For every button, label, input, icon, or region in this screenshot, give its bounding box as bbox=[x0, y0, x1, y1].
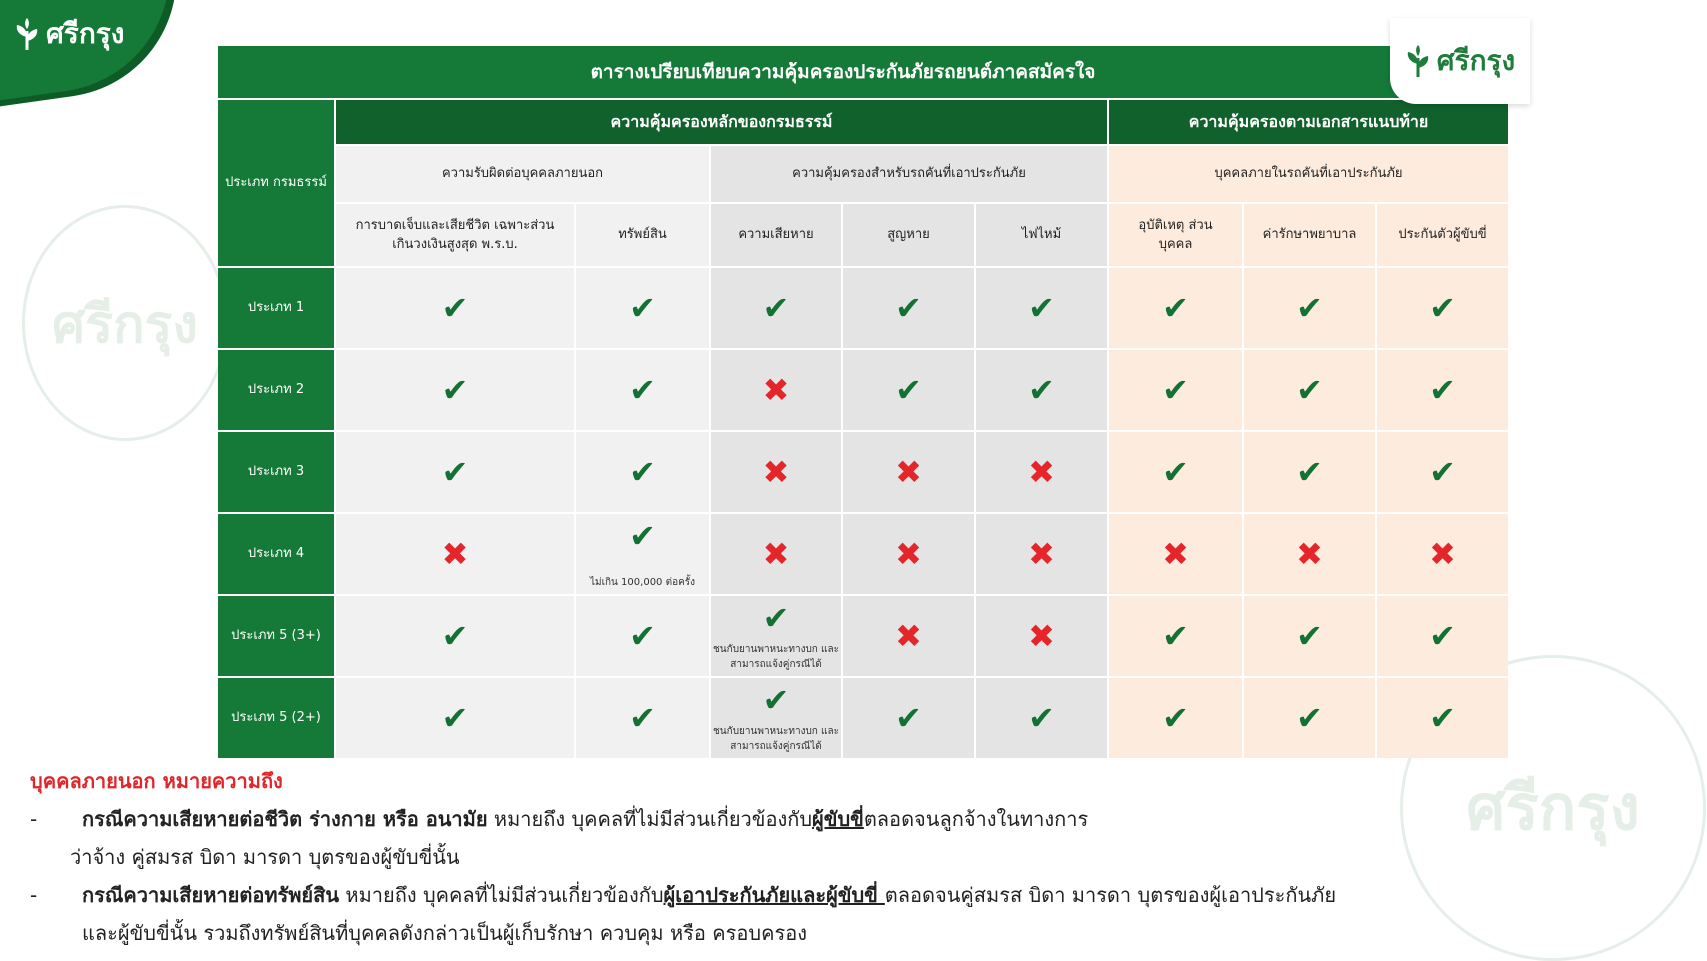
coverage-cell bbox=[336, 596, 574, 676]
check-icon: ✔ bbox=[629, 453, 656, 491]
definition-continuation: ว่าจ้าง คู่สมรส บิดา มารดา บุตรของผู้ขับขี่นั้น bbox=[70, 845, 460, 869]
check-icon: ✔ bbox=[762, 681, 790, 719]
cross-icon: ✖ bbox=[895, 535, 922, 573]
cross-icon: ✖ bbox=[895, 617, 922, 655]
definition-span: ตลอดจนคู่สมรส บิดา มารดา บุตรของผู้เอาประกันภัย bbox=[884, 883, 1337, 907]
column-header-property: ทรัพย์สิน bbox=[576, 204, 709, 266]
coverage-cell bbox=[843, 596, 974, 676]
row-type-label: ประเภท 5 (2+) bbox=[218, 678, 334, 758]
coverage-cell bbox=[1377, 268, 1508, 348]
cross-icon: ✖ bbox=[1028, 535, 1055, 573]
cross-icon: ✖ bbox=[1028, 453, 1055, 491]
coverage-cell bbox=[976, 514, 1107, 594]
row-type-label: ประเภท 3 bbox=[218, 432, 334, 512]
check-icon: ✔ bbox=[895, 699, 922, 737]
definition-underlined: ผู้ขับขี่ bbox=[812, 807, 864, 831]
endorsement-coverage-header: ความคุ้มครองตามเอกสารแนบท้าย bbox=[1109, 100, 1508, 144]
check-icon: ✔ bbox=[1162, 699, 1189, 737]
coverage-cell bbox=[711, 268, 841, 348]
check-icon: ✔ bbox=[762, 599, 790, 637]
coverage-cell bbox=[576, 514, 709, 594]
row-type-label: ประเภท 4 bbox=[218, 514, 334, 594]
check-icon: ✔ bbox=[441, 289, 469, 327]
corner-logo bbox=[14, 12, 124, 56]
brand-name: ศรีกรุง bbox=[46, 17, 125, 50]
table-title: ตารางเปรียบเทียบความคุ้มครองประกันภัยรถยนต์ภาคสมัครใจ bbox=[218, 46, 1498, 98]
check-icon: ✔ bbox=[1429, 289, 1456, 327]
coverage-cell bbox=[336, 678, 574, 758]
coverage-cell bbox=[576, 596, 709, 676]
coverage-cell bbox=[1109, 678, 1242, 758]
definition-text bbox=[82, 800, 1088, 838]
watermark-text: ศรีกรุง bbox=[52, 294, 198, 355]
check-icon: ✔ bbox=[629, 371, 656, 409]
coverage-cell bbox=[1244, 678, 1375, 758]
coverage-note: ไม่เกิน 100,000 ต่อครั้ง bbox=[589, 577, 696, 588]
check-icon: ✔ bbox=[1028, 371, 1055, 409]
coverage-cell bbox=[711, 678, 841, 758]
coverage-cell bbox=[1377, 596, 1508, 676]
check-icon: ✔ bbox=[1429, 699, 1456, 737]
coverage-cell bbox=[711, 350, 841, 430]
coverage-cell bbox=[843, 678, 974, 758]
coverage-cell bbox=[1109, 350, 1242, 430]
coverage-cell bbox=[711, 514, 841, 594]
coverage-cell bbox=[1244, 596, 1375, 676]
cross-icon: ✖ bbox=[1162, 535, 1189, 573]
logo-card bbox=[1390, 18, 1530, 104]
coverage-cell bbox=[1377, 678, 1508, 758]
brand-name: ศรีกรุง bbox=[1436, 44, 1516, 77]
coverage-note: ชนกับยานพาหนะทางบก และสามารถแจ้งคู่กรณีได้ bbox=[713, 726, 839, 752]
own-vehicle-subheader: ความคุ้มครองสำหรับรถคันที่เอาประกันภัย bbox=[711, 146, 1107, 202]
coverage-cell bbox=[1377, 432, 1508, 512]
sprout-icon bbox=[1405, 44, 1431, 78]
coverage-cell bbox=[711, 596, 841, 676]
coverage-cell bbox=[976, 350, 1107, 430]
coverage-cell bbox=[1244, 514, 1375, 594]
coverage-cell bbox=[576, 268, 709, 348]
cross-icon: ✖ bbox=[762, 371, 790, 409]
coverage-cell bbox=[1244, 350, 1375, 430]
coverage-cell bbox=[1109, 596, 1242, 676]
definition-bold: กรณีความเสียหายต่อทรัพย์สิน bbox=[82, 883, 340, 907]
coverage-cell bbox=[1109, 268, 1242, 348]
coverage-cell bbox=[976, 268, 1107, 348]
cross-icon: ✖ bbox=[762, 535, 790, 573]
column-header-bail: ประกันตัวผู้ขับขี่ bbox=[1377, 204, 1508, 266]
definitions-title: บุคคลภายนอก หมายความถึง bbox=[30, 769, 283, 793]
check-icon: ✔ bbox=[1296, 371, 1323, 409]
check-icon: ✔ bbox=[1162, 617, 1189, 655]
coverage-cell bbox=[843, 432, 974, 512]
sprout-icon bbox=[14, 17, 40, 51]
check-icon: ✔ bbox=[1296, 289, 1323, 327]
check-icon: ✔ bbox=[1028, 289, 1055, 327]
check-icon: ✔ bbox=[1028, 699, 1055, 737]
coverage-cell bbox=[1109, 514, 1242, 594]
coverage-cell bbox=[1244, 268, 1375, 348]
column-header-fire: ไฟไหม้ bbox=[976, 204, 1107, 266]
column-header-theft: สูญหาย bbox=[843, 204, 974, 266]
check-icon: ✔ bbox=[1296, 699, 1323, 737]
check-icon: ✔ bbox=[441, 699, 469, 737]
coverage-note: ชนกับยานพาหนะทางบก และสามารถแจ้งคู่กรณีได้ bbox=[713, 644, 839, 670]
coverage-cell bbox=[336, 514, 574, 594]
cross-icon: ✖ bbox=[1028, 617, 1055, 655]
policy-type-header: ประเภท กรมธรรม์ bbox=[218, 100, 334, 266]
definition-span: ตลอดจนลูกจ้างในทางการ bbox=[863, 807, 1089, 831]
bullet-dash: - bbox=[30, 883, 38, 907]
third-party-subheader: ความรับผิดต่อบุคคลภายนอก bbox=[336, 146, 709, 202]
coverage-cell bbox=[576, 350, 709, 430]
cross-icon: ✖ bbox=[895, 453, 922, 491]
coverage-cell bbox=[1377, 514, 1508, 594]
row-type-label: ประเภท 5 (3+) bbox=[218, 596, 334, 676]
check-icon: ✔ bbox=[1162, 453, 1189, 491]
column-header-damage: ความเสียหาย bbox=[711, 204, 841, 266]
coverage-cell bbox=[976, 596, 1107, 676]
check-icon: ✔ bbox=[1162, 289, 1189, 327]
check-icon: ✔ bbox=[629, 517, 656, 555]
coverage-cell bbox=[976, 432, 1107, 512]
definition-underlined: ผู้เอาประกันภัยและผู้ขับขี่ bbox=[663, 883, 885, 907]
coverage-cell bbox=[843, 268, 974, 348]
coverage-cell bbox=[843, 514, 974, 594]
definition-item-property bbox=[30, 876, 1490, 914]
coverage-cell bbox=[1244, 432, 1375, 512]
check-icon: ✔ bbox=[762, 289, 790, 327]
main-coverage-header: ความคุ้มครองหลักของกรมธรรม์ bbox=[336, 100, 1107, 144]
column-header-injury: การบาดเจ็บและเสียชีวิต เฉพาะส่วนเกินวงเงินสูงสุด พ.ร.บ. bbox=[336, 204, 574, 266]
row-type-label: ประเภท 2 bbox=[218, 350, 334, 430]
check-icon: ✔ bbox=[629, 289, 656, 327]
column-header-personal-accident: อุบัติเหตุ ส่วนบุคคล bbox=[1109, 204, 1242, 266]
check-icon: ✔ bbox=[629, 617, 656, 655]
definition-span: หมายถึง บุคคลที่ไม่มีส่วนเกี่ยวข้องกับ bbox=[487, 807, 813, 831]
coverage-cell bbox=[1109, 432, 1242, 512]
cross-icon: ✖ bbox=[1296, 535, 1323, 573]
third-party-definitions bbox=[30, 762, 1490, 952]
definition-bold: กรณีความเสียหายต่อชีวิต ร่างกาย หรือ อนามัย bbox=[82, 807, 488, 831]
coverage-cell bbox=[336, 350, 574, 430]
table-grid bbox=[218, 100, 1508, 758]
cross-icon: ✖ bbox=[1429, 535, 1456, 573]
definition-item-body bbox=[30, 800, 1490, 838]
check-icon: ✔ bbox=[441, 617, 469, 655]
check-icon: ✔ bbox=[441, 371, 469, 409]
row-type-label: ประเภท 1 bbox=[218, 268, 334, 348]
coverage-cell bbox=[976, 678, 1107, 758]
coverage-cell bbox=[576, 432, 709, 512]
coverage-cell bbox=[1377, 350, 1508, 430]
check-icon: ✔ bbox=[895, 289, 922, 327]
cross-icon: ✖ bbox=[441, 535, 469, 573]
occupants-subheader: บุคคลภายในรถคันที่เอาประกันภัย bbox=[1109, 146, 1508, 202]
coverage-cell bbox=[711, 432, 841, 512]
check-icon: ✔ bbox=[441, 453, 469, 491]
definition-span: หมายถึง บุคคลที่ไม่มีส่วนเกี่ยวข้องกับ bbox=[339, 883, 664, 907]
check-icon: ✔ bbox=[629, 699, 656, 737]
column-header-medical: ค่ารักษาพยาบาล bbox=[1244, 204, 1375, 266]
definition-continuation: และผู้ขับขี่นั้น รวมถึงทรัพย์สินที่บุคคลดังกล่าวเป็นผู้เก็บรักษา ควบคุม หรือ ครอบครอง bbox=[82, 921, 807, 945]
coverage-cell bbox=[576, 678, 709, 758]
check-icon: ✔ bbox=[1429, 617, 1456, 655]
brand-watermark-left bbox=[22, 205, 228, 441]
watermark-text: ศรีกรุง bbox=[1466, 771, 1640, 844]
coverage-cell bbox=[336, 268, 574, 348]
check-icon: ✔ bbox=[1296, 453, 1323, 491]
check-icon: ✔ bbox=[1296, 617, 1323, 655]
definition-text bbox=[82, 876, 1336, 914]
bullet-dash: - bbox=[30, 807, 38, 831]
check-icon: ✔ bbox=[1429, 453, 1456, 491]
cross-icon: ✖ bbox=[762, 453, 790, 491]
check-icon: ✔ bbox=[895, 371, 922, 409]
coverage-cell bbox=[336, 432, 574, 512]
coverage-cell bbox=[843, 350, 974, 430]
check-icon: ✔ bbox=[1162, 371, 1189, 409]
check-icon: ✔ bbox=[1429, 371, 1456, 409]
